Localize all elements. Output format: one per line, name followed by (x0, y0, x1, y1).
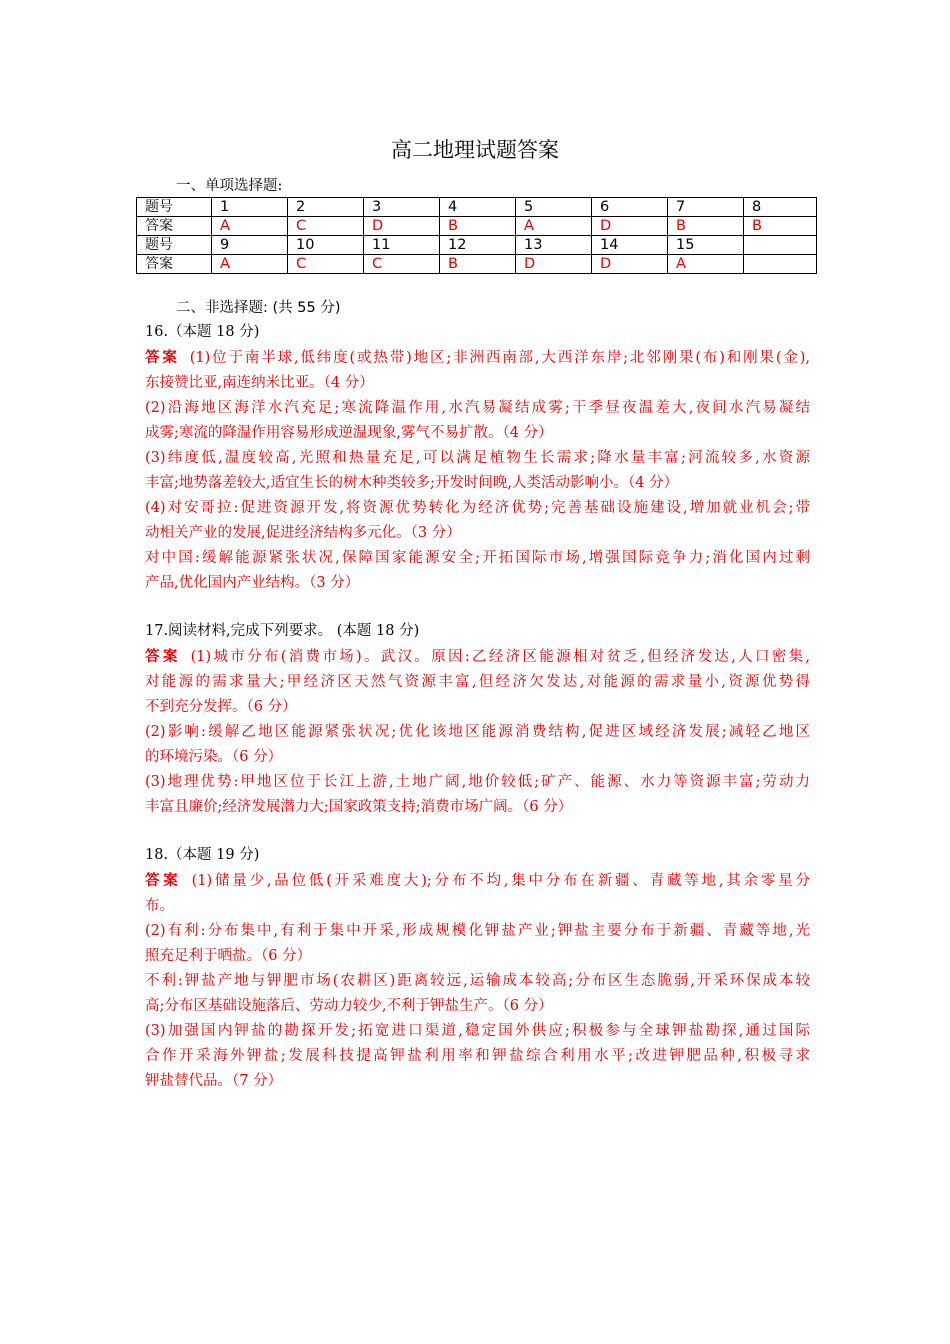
answer-line: (2)沿海地区海洋水汽充足;寒流降温作用,水汽易凝结成雾;干季昼夜温差大,夜间水汽易凝结 (145, 400, 810, 416)
question-number: 14 (592, 236, 668, 255)
question-number: 15 (668, 236, 744, 255)
answer-cell: C (288, 217, 364, 236)
answer-cell: D (364, 217, 440, 236)
answer-line: 答案 (1)储量少,品位低(开采难度大);分布不均,集中分布在新疆、青藏等地,其余零星分 (145, 872, 810, 889)
answer-cell: B (440, 255, 516, 274)
answer-cell: A (212, 217, 288, 236)
answer-cell: B (668, 217, 744, 236)
answer-line: 丰富且廉价;经济发展潜力大;国家政策支持;消费市场广阔。（6 分） (145, 799, 573, 815)
answer-label: 答案 (145, 648, 181, 665)
answer-cell: D (516, 255, 592, 274)
question-number: 8 (744, 198, 817, 217)
row-header: 题号 (137, 236, 212, 255)
answer-cell: D (592, 255, 668, 274)
question-number: 9 (212, 236, 288, 255)
page-title: 高二地理试题答案 (391, 138, 559, 162)
question-number: 6 (592, 198, 668, 217)
answer-line: 的环境污染。（6 分） (145, 749, 283, 765)
table-row (137, 255, 817, 274)
answer-cell: A (668, 255, 744, 274)
table-row (137, 198, 817, 217)
answer-cell: A (212, 255, 288, 274)
answer-line: 照充足利于晒盐。（6 分） (145, 948, 312, 964)
answer-line: 产品,优化国内产业结构。（3 分） (145, 575, 360, 591)
answer-line: (3)纬度低,温度较高,光照和热量充足,可以满足植物生长需求;降水量丰富;河流较多,水资源 (145, 450, 810, 466)
answer-line: (3)加强国内钾盐的勘探开发;拓宽进口渠道,稳定国外供应;积极参与全球钾盐勘探,通过国际 (145, 1023, 810, 1039)
answer-label: 答案 (145, 872, 182, 889)
answer-line: 合作开采海外钾盐;发展科技提高钾盐利用率和钾盐综合利用水平;改进钾肥品种,积极寻求 (145, 1048, 810, 1064)
question-18 (145, 843, 810, 1094)
answer-table (136, 197, 817, 274)
section-heading-open: 二、非选择题: (共 55 分) (176, 300, 341, 316)
answer-line: 布。 (145, 898, 174, 914)
table-row (137, 236, 817, 255)
question-number: 3 (364, 198, 440, 217)
row-header: 答案 (137, 255, 212, 274)
answer-line: 对中国:缓解能源紧张状况,保障国家能源安全;开拓国际市场,增强国际竞争力;消化国内过剩 (145, 550, 810, 566)
answer-cell: C (288, 255, 364, 274)
answer-line: 不到充分发挥。（6 分） (145, 699, 297, 715)
answer-label: 答案 (145, 349, 180, 366)
answer-line: 答案 (1)城市分布(消费市场)。武汉。原因:乙经济区能源相对贫乏,但经济发达,人口密集, (145, 648, 810, 665)
question-number: 11 (364, 236, 440, 255)
answer-line: 钾盐替代品。（7 分） (145, 1073, 283, 1089)
question-title: 18.（本题 19 分) (145, 847, 260, 863)
answer-cell: C (364, 255, 440, 274)
section-heading-choice: 一、单项选择题: (176, 178, 283, 194)
question-number: 2 (288, 198, 364, 217)
answer-cell: B (440, 217, 516, 236)
question-number: 4 (440, 198, 516, 217)
question-number: 1 (212, 198, 288, 217)
answer-line: 丰富;地势落差较大,适宜生长的树木种类较多;开发时间晚,人类活动影响小。（4 分） (145, 475, 679, 491)
question-title: 17.阅读材料,完成下列要求。 (本题 18 分) (145, 623, 420, 639)
answer-line: 动相关产业的发展,促进经济结构多元化。（3 分） (145, 525, 461, 541)
answer-line: 东接赞比亚,南连纳米比亚。（4 分） (145, 375, 374, 391)
row-header: 答案 (137, 217, 212, 236)
answer-cell (744, 255, 817, 274)
question-number: 5 (516, 198, 592, 217)
question-number: 7 (668, 198, 744, 217)
question-number: 10 (288, 236, 364, 255)
row-header: 题号 (137, 198, 212, 217)
answer-line: (2)影响:缓解乙地区能源紧张状况;优化该地区能源消费结构,促进区域经济发展;减轻乙地区 (145, 724, 810, 740)
answer-cell: D (592, 217, 668, 236)
table-row (137, 217, 817, 236)
answer-cell: A (516, 217, 592, 236)
question-number: 12 (440, 236, 516, 255)
question-title: 16.（本题 18 分) (145, 324, 260, 340)
answer-cell: B (744, 217, 817, 236)
answer-line: 答案 (1)位于南半球,低纬度(或热带)地区;非洲西南部,大西洋东岸;北邻刚果(布)和刚果(金), (145, 349, 811, 366)
answer-line: (2)有利:分布集中,有利于集中开采,形成规模化钾盐产业;钾盐主要分布于新疆、青藏等地,光 (145, 923, 810, 939)
question-number: 13 (516, 236, 592, 255)
question-16 (145, 320, 810, 596)
answer-line: (3)地理优势:甲地区位于长江上游,土地广阔,地价较低;矿产、能源、水力等资源丰富;劳动力 (145, 774, 810, 790)
answer-line: (4)对安哥拉:促进资源开发,将资源优势转化为经济优势;完善基础设施建设,增加就业机会;带 (145, 500, 810, 516)
answer-line: 不利:钾盐产地与钾肥市场(农耕区)距离较远,运输成本较高;分布区生态脆弱,开采环保成本较 (145, 973, 810, 989)
answer-line: 成雾;寒流的降温作用容易形成逆温现象,雾气不易扩散。（4 分） (145, 425, 553, 441)
answer-line: 高;分布区基础设施落后、劳动力较少,不利于钾盐生产。（6 分） (145, 998, 553, 1014)
answer-line: 对能源的需求量大;甲经济区天然气资源丰富,但经济欠发达,对能源的需求量小,资源优势得 (145, 674, 810, 690)
question-number (744, 236, 817, 255)
question-17 (145, 619, 810, 820)
